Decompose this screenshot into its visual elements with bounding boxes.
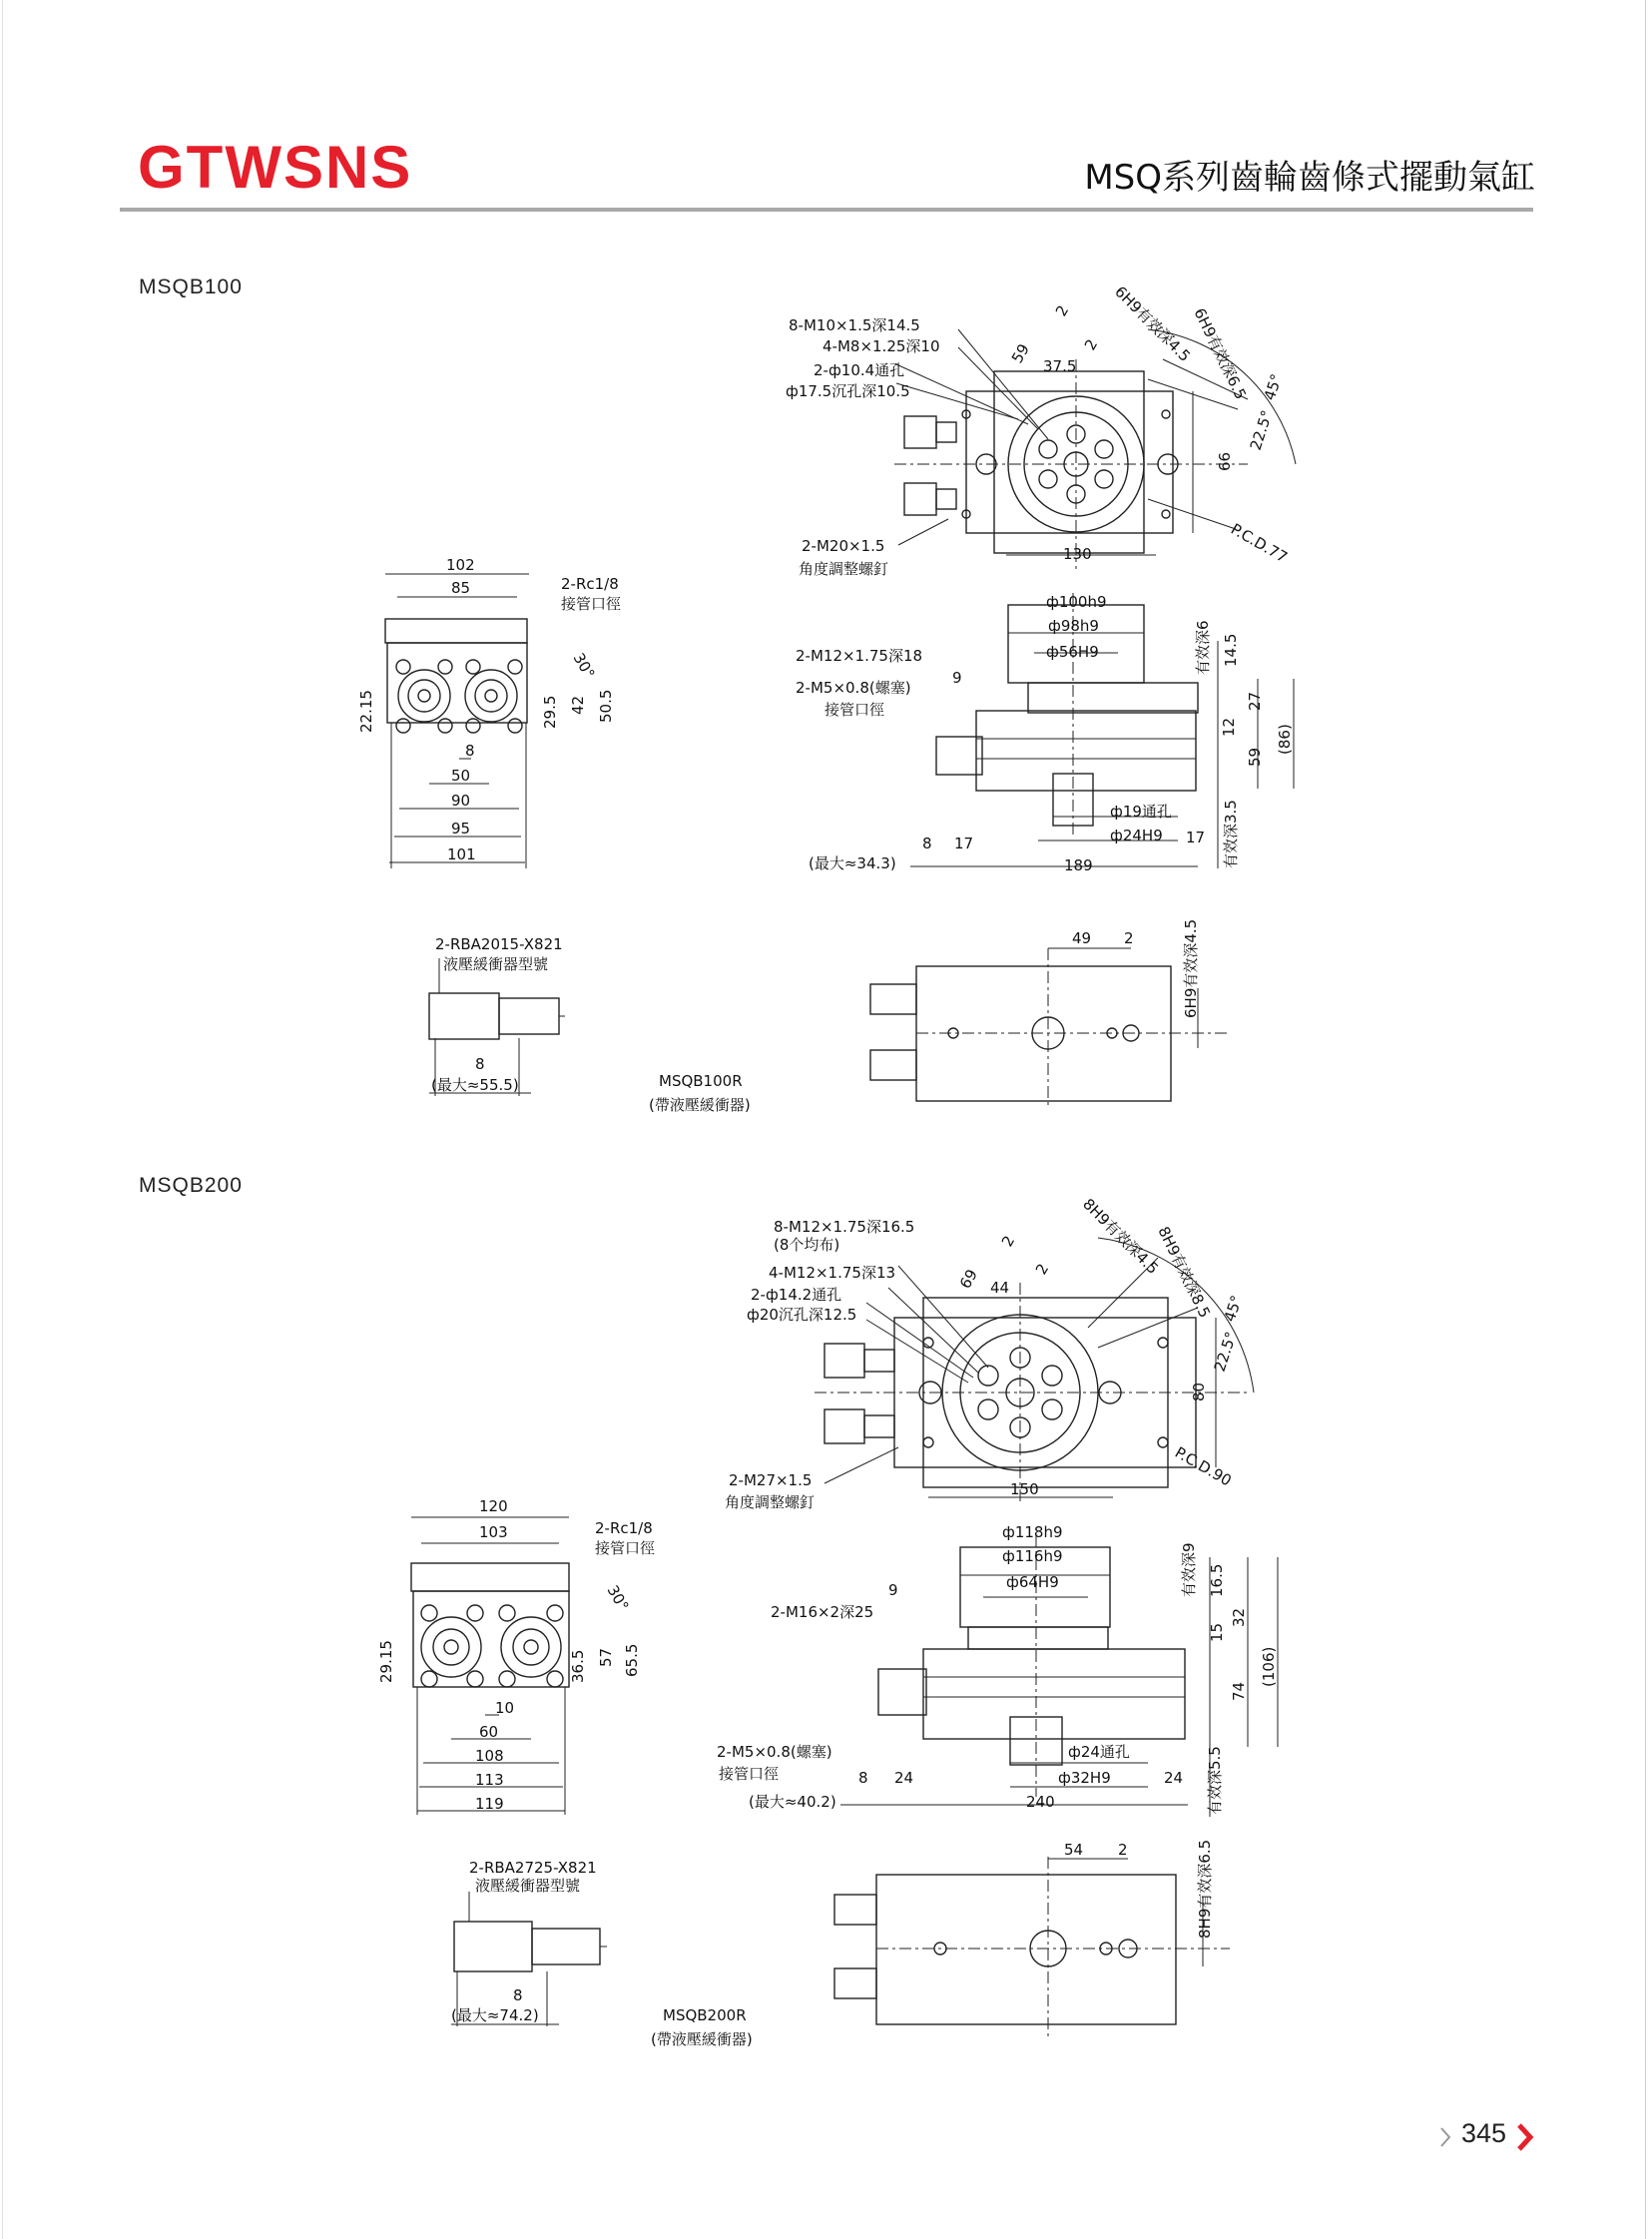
callout-tap-holes-2: 4-M12×1.75深13 [769,1264,896,1282]
dim-17a: 17 [954,835,974,852]
callout-counterbore-2: ф20沉孔深12.5 [747,1306,857,1324]
brand-logo: GTWSNS [138,134,413,201]
dim-14-5: 14.5 [1222,633,1240,667]
dim-d64: ф64H9 [1006,1573,1059,1591]
msqb200r-view [834,1857,1230,2036]
callout-rc-2: 2-Rc1/8 [595,1519,653,1537]
callout-absorber-model: 液壓緩衝器型號 [443,955,549,973]
dim-30deg: 30° [569,650,599,683]
dim-pcd-90: P.C.D.90 [1172,1442,1235,1490]
dim-24a: 24 [894,1769,914,1787]
callout-port-b: 接管口徑 [825,701,885,719]
page-footer [1437,2114,1537,2154]
dim-17b: 17 [1186,829,1206,846]
dim-8d: 8 [858,1769,868,1787]
callout-port-3: 接管口徑 [719,1765,780,1783]
dim-45deg: 45° [1260,371,1287,403]
callout-through-hole-2: 2-ф14.2通孔 [751,1286,842,1304]
dim-101: 101 [447,845,476,863]
section-model-msqb200: MSQB200 [139,1174,243,1197]
dim-d32: ф32H9 [1058,1769,1111,1787]
callout-rc: 2-Rc1/8 [561,575,619,593]
dim-d100: ф100h9 [1046,593,1107,611]
callout-adjust-screw-2: 角度調整螺釘 [725,1493,816,1511]
dim-66: 66 [1216,451,1234,471]
note-6h9-4-5b: 6H9有效深4.5 [1182,918,1200,1018]
dim-119: 119 [475,1795,504,1813]
msqb200-absorber-labels [451,1859,753,2048]
callout-m5: 2-M5×0.8(螺塞) [796,679,911,697]
dim-74: 74 [1230,1681,1248,1701]
callout-adjust-screw: 角度調整螺釘 [799,560,889,578]
dim-27: 27 [1246,691,1264,711]
dim-49: 49 [1072,929,1092,947]
callout-bolt-pattern-2: 8-M12×1.75深16.5 [774,1218,915,1236]
dim-8e: 8 [513,1986,523,2004]
dim-d116: ф116h9 [1002,1547,1063,1565]
msqb200r-labels [1064,1840,1214,1939]
callout-adjust-thread-2: 2-M27×1.5 [729,1471,813,1489]
dim-50-5: 50.5 [597,689,615,723]
dim-120: 120 [479,1497,508,1515]
msqb100-absorber-labels [431,935,751,1114]
dim-d24: ф24H9 [1110,827,1163,844]
dim-d19: ф19通孔 [1110,803,1172,821]
dim-69: 69 [955,1266,982,1292]
dim-57: 57 [597,1647,615,1667]
dim-189: 189 [1064,856,1093,874]
dim-240: 240 [1026,1793,1055,1811]
note-depth-3-5: 有效深3.5 [1222,800,1240,868]
callout-m12: 2-M12×1.75深18 [796,647,923,665]
note-6h9-4-5: 6H9有效深4.5 [1111,282,1195,365]
dim-2e: 2 [1031,1260,1053,1278]
dim-29-5: 29.5 [541,695,559,729]
dim-24b: 24 [1164,1769,1184,1787]
dim-59: 59 [1007,340,1034,366]
dim-2f: 2 [1118,1841,1128,1859]
variant-note-msqb100r: (帶液壓緩衝器) [649,1096,751,1114]
callout-adjust-thread: 2-M20×1.5 [802,537,885,555]
dim-15: 15 [1208,1622,1226,1642]
dim-36-5: 36.5 [569,1649,587,1683]
dim-29-15: 29.15 [377,1640,395,1683]
dim-90: 90 [451,792,471,810]
dim-22-15: 22.15 [357,690,375,733]
dim-max-74: (最大≈74.2) [451,2006,539,2024]
dim-12: 12 [1220,717,1238,737]
dim-2a: 2 [1051,301,1073,319]
dim-65-5: 65.5 [623,1643,641,1677]
dim-54: 54 [1064,1841,1084,1859]
dim-80: 80 [1190,1382,1208,1401]
callout-rba2015: 2-RBA2015-X821 [435,935,563,953]
dim-103: 103 [479,1523,508,1541]
dim-10: 10 [495,1699,515,1717]
page-title: MSQ系列齒輪齒條式擺動氣缸 [1084,158,1535,198]
msqb200-side-labels [377,1497,655,1813]
note-depth-9: 有效深9 [1180,1542,1198,1597]
dim-150: 150 [1010,1480,1039,1498]
callout-absorber-model-2: 液壓緩衝器型號 [475,1877,581,1895]
dim-8c: 8 [475,1055,485,1073]
callout-port-2: 接管口徑 [595,1539,656,1557]
dim-50: 50 [451,767,471,785]
note-8h9-8-5: 8H9有效深8.5 [1154,1223,1215,1321]
msqb100-section-labels [796,593,1294,874]
callout-port: 接管口徑 [561,595,622,613]
dim-2d: 2 [997,1232,1019,1250]
dim-60: 60 [479,1723,499,1741]
callout-rba2725: 2-RBA2725-X821 [469,1859,597,1877]
dim-44: 44 [990,1279,1010,1297]
dim-16-5: 16.5 [1208,1563,1226,1597]
msqb200-section-labels [717,1523,1278,1815]
dim-59b: 59 [1246,747,1264,767]
dim-32: 32 [1230,1607,1248,1627]
variant-note-msqb200r: (帶液壓緩衝器) [651,2030,753,2048]
dim-85: 85 [451,579,471,597]
note-depth-6: 有效深6 [1194,620,1212,675]
msqb100-side-labels [357,556,621,863]
dim-9b: 9 [888,1581,898,1599]
dim-8b: 8 [922,835,932,852]
dim-95: 95 [451,820,471,838]
note-8h9-6-5: 8H9有效深6.5 [1196,1839,1214,1939]
page-number: 345 [1461,2118,1507,2148]
dim-max-55: (最大≈55.5) [431,1076,519,1094]
dim-86: (86) [1276,724,1294,755]
callout-m16: 2-M16×2深25 [771,1603,874,1621]
dim-2c: 2 [1124,929,1134,947]
dim-45deg-2: 45° [1220,1293,1247,1325]
dim-d118: ф118h9 [1002,1523,1063,1541]
dim-108: 108 [475,1747,504,1765]
dim-d56: ф56H9 [1046,643,1099,661]
dim-9: 9 [952,669,962,687]
callout-bolt-pattern: 8-M10×1.5深14.5 [789,316,920,334]
msqb100r-labels [1072,919,1200,1018]
callout-tap-holes: 4-M8×1.25深10 [823,337,940,355]
dim-max-40: (最大≈40.2) [749,1793,836,1811]
dim-30deg-2: 30° [603,1582,633,1615]
dim-130: 130 [1063,545,1092,563]
note-6h9-6-5: 6H9有效深6.5 [1190,304,1251,402]
dim-22-5deg: 22.5° [1246,407,1277,453]
dim-pcd: P.C.D.77 [1228,519,1291,567]
callout-counterbore: ф17.5沉孔深10.5 [786,382,910,400]
dim-42: 42 [569,695,587,715]
chevron-right-icon [1437,2124,1455,2152]
chevron-right-accent-icon [1515,2122,1537,2152]
callout-through-hole: 2-ф10.4通孔 [814,361,905,379]
dim-106: (106) [1260,1646,1278,1687]
dim-113: 113 [475,1771,504,1789]
note-depth-5-5: 有效深5.5 [1206,1746,1224,1815]
dim-102: 102 [446,556,475,574]
dim-max-34: (最大≈34.3) [809,854,896,872]
dim-d24b: ф24通孔 [1068,1743,1130,1761]
callout-even-dist: (8个均布) [774,1236,840,1254]
variant-label-msqb200r: MSQB200R [663,2006,747,2024]
callout-m5-2: 2-M5×0.8(螺塞) [717,1743,832,1761]
dim-37-5: 37.5 [1043,357,1077,375]
note-8h9-4-5: 8H9有效深4.5 [1079,1195,1163,1278]
msqb100r-view [870,948,1228,1108]
dim-8: 8 [465,742,475,760]
dim-2b: 2 [1080,335,1102,353]
dim-d98: ф98h9 [1048,617,1099,635]
section-model-msqb100: MSQB100 [139,276,243,298]
dim-22-5deg-2: 22.5° [1210,1329,1241,1375]
variant-label-msqb100r: MSQB100R [659,1072,743,1090]
